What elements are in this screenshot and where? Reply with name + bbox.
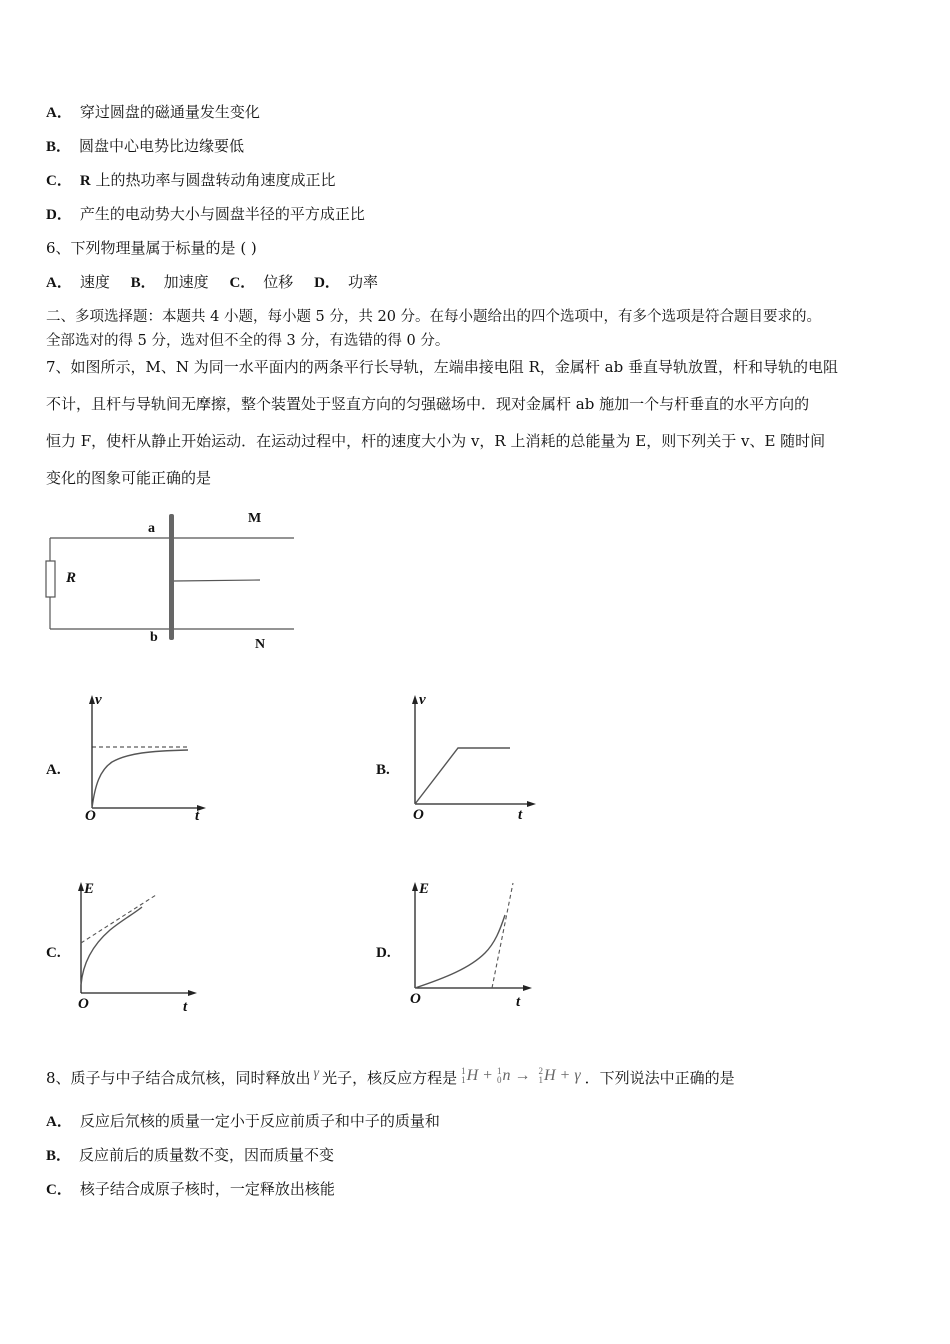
q6-option-c [229, 272, 293, 293]
gamma-symbol: γ [574, 1067, 581, 1084]
atomic-number: 1 [461, 1075, 466, 1086]
option-label: B． [46, 1148, 72, 1164]
option-text: 穿过圆盘的磁通量发生变化 [79, 103, 260, 121]
q8-option-c [46, 1179, 335, 1200]
force-line [174, 580, 260, 581]
graph-c-svg [40, 875, 220, 1020]
mass-number: 2 [538, 1066, 543, 1077]
section2-instructions-line2: 全部选对的得 5 分，选对但不全的得 3 分，有选错的得 0 分。 [46, 333, 450, 349]
q6-options [46, 272, 394, 293]
origin-label: O [85, 808, 96, 824]
proton-indices [461, 1067, 466, 1085]
option-label: A． [46, 105, 72, 121]
section2-instructions-line1: 二、多项选择题：本题共 4 小题，每小题 5 分，共 20 分。在每小题给出的四个选项中，有多个选项是符合题目要求的。 [46, 309, 822, 325]
q5-option-c [46, 170, 335, 191]
circuit-diagram [40, 505, 310, 665]
resistor-icon [46, 561, 55, 597]
graph-a-svg [40, 690, 220, 830]
q5-option-a [46, 102, 260, 123]
option-text: 功率 [347, 273, 378, 291]
y-axis-label: E [84, 881, 95, 897]
option-label: C． [229, 275, 256, 291]
option-label: D． [314, 275, 340, 291]
atomic-number: 0 [496, 1075, 502, 1086]
neutron-symbol: n [502, 1067, 511, 1084]
q8-option-b [46, 1145, 334, 1166]
x-axis-label: t [516, 994, 521, 1010]
curve-d [415, 915, 505, 988]
option-text: 加速度 [163, 273, 209, 291]
curve-b [415, 748, 510, 804]
q5-option-b [46, 136, 244, 157]
option-label: B． [46, 139, 72, 155]
q8-stem-before: 8、质子与中子结合成氘核，同时释放出 [46, 1069, 311, 1087]
option-label: D． [46, 207, 72, 223]
option-text: 反应后氘核的质量一定小于反应前质子和中子的质量和 [79, 1112, 440, 1130]
atomic-number: 1 [538, 1075, 543, 1086]
graph-d-svg [370, 875, 550, 1020]
option-label: C． [46, 173, 72, 189]
origin-label: O [413, 807, 424, 823]
option-text: 上的热功率与圆盘转动角速度成正比 [95, 171, 336, 189]
q8-stem-after: ．下列说法中正确的是 [584, 1069, 735, 1087]
option-text-prefix: R [79, 173, 91, 189]
neutron-indices [497, 1067, 502, 1085]
graph-option-label: D. [376, 945, 391, 961]
option-label: C． [46, 1182, 72, 1198]
q6-option-a [46, 272, 110, 293]
graph-option-label: B. [376, 762, 390, 778]
q5-option-d [46, 204, 365, 225]
option-text: 反应前后的质量数不变，因而质量不变 [79, 1146, 335, 1164]
option-text: 核子结合成原子核时，一定释放出核能 [79, 1180, 335, 1198]
plus-sign: + [482, 1067, 493, 1084]
q7-stem-line2: 不计，且杆与导轨间无摩擦，整个装置处于竖直方向的匀强磁场中．现对金属杆 ab 施加一个与杆垂直的水平方向的 [46, 395, 810, 413]
q8-stem [46, 1064, 735, 1088]
x-axis-label: t [183, 999, 188, 1015]
arrow-up-icon [412, 695, 418, 704]
graph-d [370, 875, 550, 1020]
option-text: 位移 [263, 273, 294, 291]
arrow-up-icon [412, 882, 418, 891]
arrow-icon: → [514, 1067, 531, 1084]
option-text: 速度 [79, 273, 110, 291]
q7-stem-line3: 恒力 F，使杆从静止开始运动．在运动过程中，杆的速度大小为 v，R 上消耗的总能量为 E，则下列关于 v、E 随时间 [46, 432, 826, 450]
label-m: M [248, 511, 262, 526]
gamma-symbol: γ [313, 1066, 320, 1081]
arrow-right-icon [523, 985, 532, 991]
y-axis-label: E [419, 881, 430, 897]
curve-c [81, 907, 142, 985]
q8-stem-middle: 光子，核反应方程是 [322, 1069, 458, 1087]
graph-b-svg [370, 690, 550, 830]
metal-rod [169, 514, 174, 640]
circuit-svg [40, 505, 310, 665]
nuclear-equation [461, 1067, 581, 1084]
q6-option-d [314, 272, 378, 293]
arrow-right-icon [527, 801, 536, 807]
graph-b [370, 690, 550, 830]
q6-option-b [131, 272, 209, 293]
plus-sign: + [559, 1067, 571, 1084]
label-n: N [255, 637, 266, 652]
graph-a [40, 690, 220, 830]
curve-a [92, 750, 188, 808]
origin-label: O [410, 991, 421, 1007]
q6-stem: 6、下列物理量属于标量的是 ( ) [46, 239, 257, 257]
proton-symbol: H [466, 1067, 479, 1084]
mass-number: 1 [496, 1066, 502, 1077]
option-text: 圆盘中心电势比边缘要低 [79, 137, 245, 155]
origin-label: O [78, 996, 89, 1012]
option-label: B． [130, 275, 156, 291]
label-b: b [150, 630, 158, 645]
label-r: R [66, 570, 77, 586]
mass-number: 1 [461, 1066, 466, 1077]
graph-c [40, 875, 220, 1020]
option-label: A． [46, 1114, 72, 1130]
option-label: A． [46, 275, 72, 291]
y-axis-label: v [95, 692, 102, 708]
arrow-right-icon [188, 990, 197, 996]
x-axis-label: t [195, 808, 200, 824]
q7-stem-line4: 变化的图象可能正确的是 [46, 469, 212, 487]
option-text: 产生的电动势大小与圆盘半径的平方成正比 [79, 205, 365, 223]
deuteron-symbol: H [543, 1067, 556, 1084]
graph-option-label: C. [46, 945, 61, 961]
graph-option-label: A. [46, 762, 61, 778]
q8-option-a [46, 1111, 440, 1132]
y-axis-label: v [419, 692, 426, 708]
deuteron-indices [538, 1067, 543, 1085]
q7-stem-line1: 7、如图所示，M、N 为同一水平面内的两条平行长导轨，左端串接电阻 R，金属杆 ab 垂直导轨放置，杆和导轨的电阻 [46, 358, 838, 376]
x-axis-label: t [518, 807, 523, 823]
label-a: a [148, 521, 155, 536]
